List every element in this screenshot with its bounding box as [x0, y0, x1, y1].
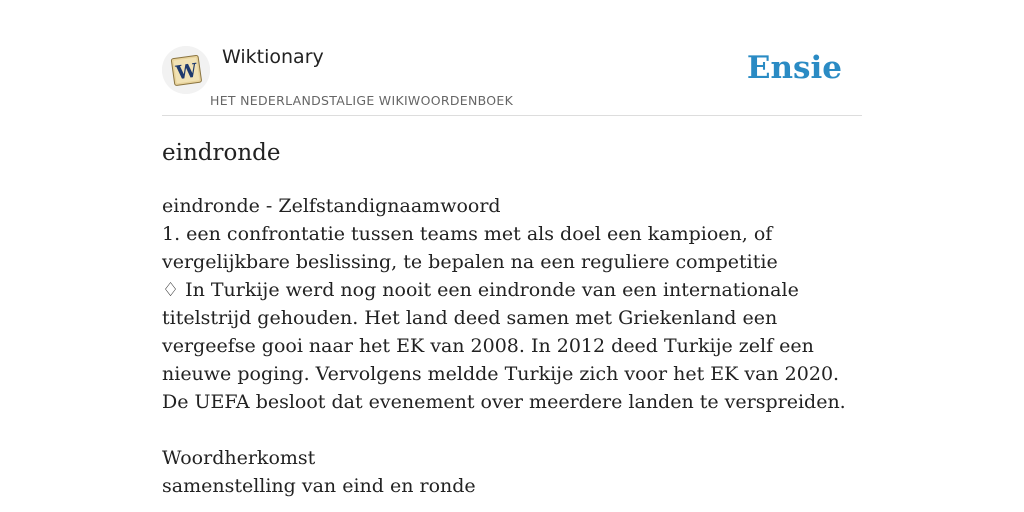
etymology-text: samenstelling van eind en ronde [162, 475, 476, 497]
wiktionary-logo-icon[interactable] [162, 46, 210, 94]
part-of-speech-line: eindronde - Zelfstandignaamwoord [162, 195, 501, 217]
site-name[interactable]: Wiktionary [222, 46, 324, 68]
page-title: eindronde [162, 140, 281, 166]
ensie-brand-link[interactable]: Ensie [746, 50, 842, 86]
example-text: ♢ In Turkije werd nog nooit een eindronde van een internationale titelstrijd gehouden. Het land deed samen met Griekenland een vergeefse gooi naar het EK van 2008. In 2012 deed Turkije zelf een nieuwe poging. Vervolgens meldde Turkije zich voor het EK van 2020. De UEFA besloot dat evenement over meerdere landen te verspreiden. [162, 279, 846, 413]
site-header [162, 40, 862, 116]
etymology-heading: Woordherkomst [162, 447, 316, 469]
section-spacer [162, 416, 862, 444]
entry-content [162, 192, 862, 500]
logo-letter: W [174, 59, 199, 85]
wiktionary-logo-svg [162, 46, 210, 94]
site-tagline: HET NEDERLANDSTALIGE WIKIWOORDENBOEK [210, 93, 514, 108]
definition-text: 1. een confrontatie tussen teams met als doel een kampioen, of vergelijkbare beslissing, te bepalen na een reguliere competitie [162, 223, 778, 273]
